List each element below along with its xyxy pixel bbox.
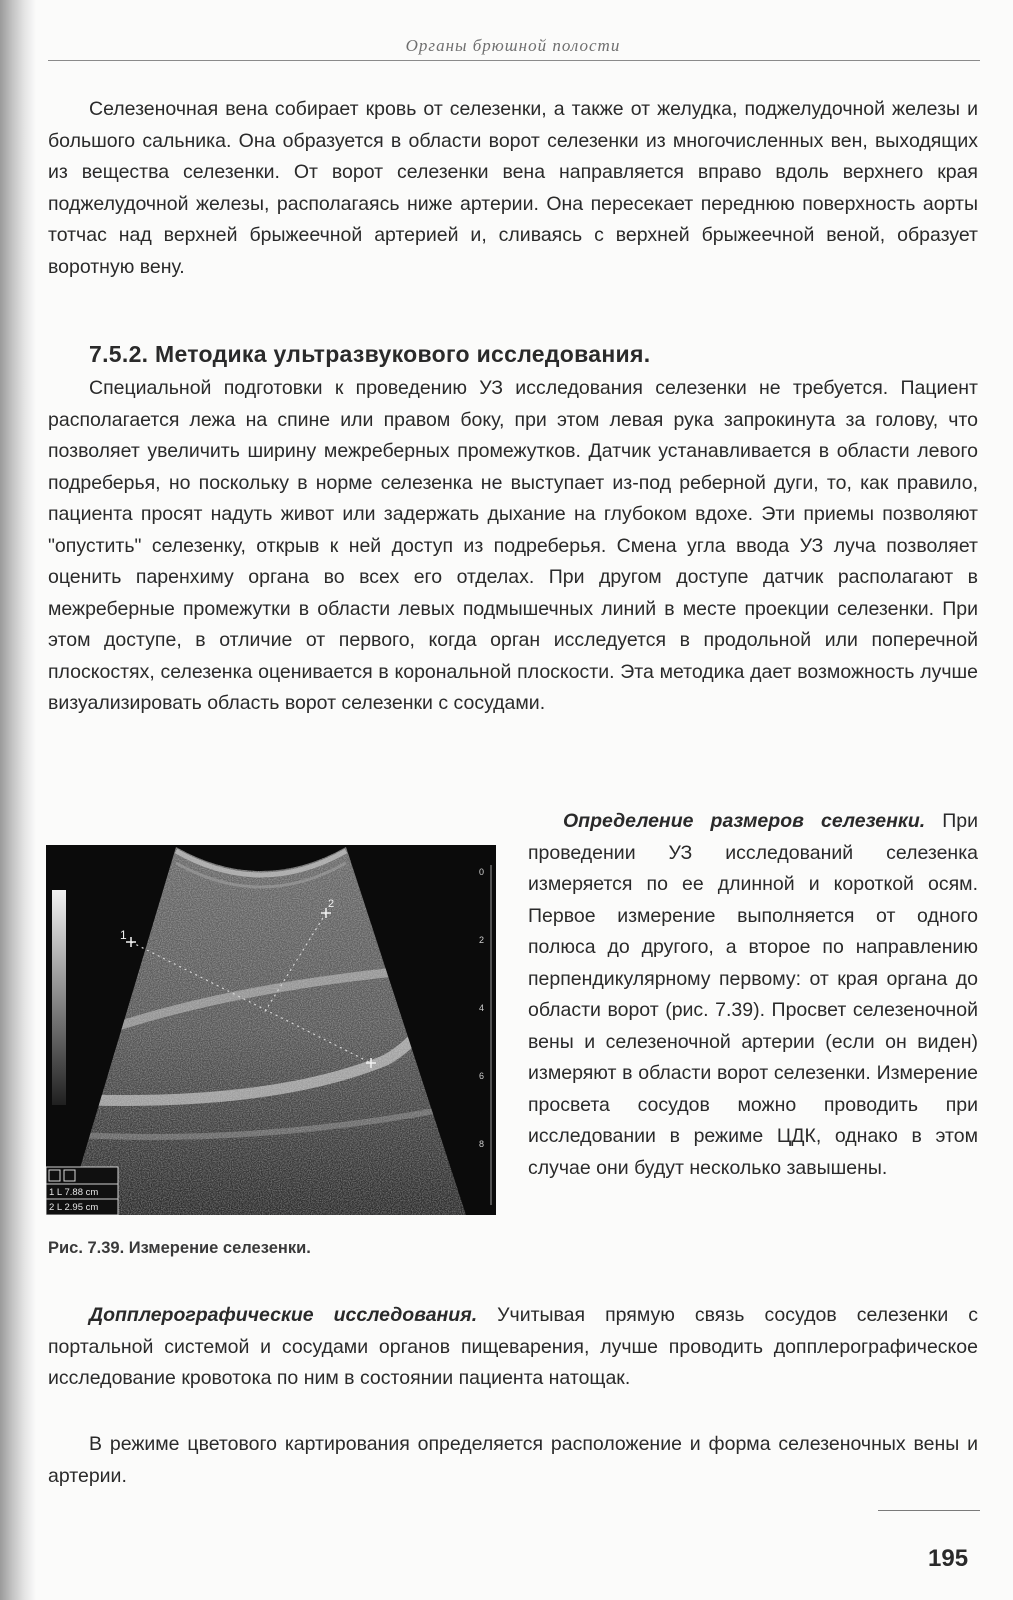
- paragraph-color-mapping: В режиме цветового картирования определяется расположение и форма селезеночных вены и артерии.: [48, 1433, 978, 1487]
- measurement-1: 1 L 7.88 cm: [49, 1187, 99, 1198]
- figure-caption: Рис. 7.39. Измерение селезенки.: [48, 1239, 311, 1257]
- run-in-heading: Допплерографические исследования.: [89, 1304, 478, 1326]
- section-heading: 7.5.2. Методика ультразвукового исследования.: [89, 341, 651, 367]
- measurement-2: 2 L 2.95 cm: [49, 1202, 99, 1213]
- paragraph-methodology: Специальной подготовки к проведению УЗ исследования селезенки не требуется. Пациент располагается лежа на спине или правом боку, при этом левая рука запрокинута за голову, что позволяет увеличить ширину межреберных промежутков. Датчик устанавливается в области левого подреберья, но поскольку в норме селезенка не выступает из-под реберной дуги, то, как правило, пациента просят надуть живот или задержать дыхание на глубоком вдохе. Эти приемы позволяют "опустить" селезенку, открыв к ней доступ из подреберья. Смена угла ввода УЗ луча позволяет оценить паренхиму органа во всех его отделах. При другом доступе датчик располагают в межреберные промежутки в области левых подмышечных линий в месте проекции селезенки. При этом доступе, в отличие от первого, когда орган исследуется в продольной или поперечной плоскостях, селезенка оценивается в корональной плоскости. Эта методика дает возможность лучше визуализировать область ворот селезенки с сосудами.: [48, 377, 978, 714]
- paragraph-doppler: [48, 1300, 978, 1395]
- page-number-rule: [878, 1510, 980, 1511]
- caliper-label-1: 1: [120, 928, 127, 942]
- paragraph-splenic-vein: Селезеночная вена собирает кровь от селезенки, а также от желудка, поджелудочной железы и большого сальника. Она образуется в области ворот селезенки из многочисленных вен, выходящих из вещества селезенки. От ворот селезенки вена направляется вправо вдоль верхнего края поджелудочной железы, располагаясь ниже артерии. Она пересекает переднюю поверхность аорты тотчас над верхней брыжеечной артерией и, сливаясь с верхней брыжеечной веной, образует воротную вену.: [48, 98, 978, 278]
- book-spine-shadow: [0, 0, 36, 1600]
- paragraph-text: При проведении УЗ исследований селезенка измеряется по ее длинной и короткой осям. Первое измерение выполняется от одного полюса до другого, а второе по направлению перпендикулярному первому: от края органа до области ворот (рис. 7.39). Просвет селезеночной вены и селезеночной артерии (если он виден) измеряют в области ворот селезенки. Измерение просвета сосудов можно проводить при исследовании в режиме ЦДК, однако в этом случае они будут несколько завышены.: [528, 810, 979, 1179]
- header-rule: [48, 60, 980, 61]
- running-header: Органы брюшной полости: [405, 36, 621, 55]
- depth-tick-label: 0: [479, 867, 485, 877]
- caliper-label-2: 2: [328, 898, 335, 910]
- depth-scale: [479, 867, 484, 1149]
- measurement-panel: [46, 1167, 118, 1215]
- scan-sector: [46, 845, 496, 1215]
- depth-tick-label: 8: [479, 1139, 485, 1149]
- run-in-heading: Определение размеров селезенки.: [563, 810, 926, 832]
- depth-tick-label: 4: [479, 1003, 485, 1013]
- depth-tick-label: 2: [479, 935, 485, 945]
- grayscale-bar: [52, 890, 66, 1105]
- paragraph-spleen-size: [528, 806, 978, 1184]
- ultrasound-figure: [46, 845, 496, 1215]
- page-number: 195: [928, 1545, 969, 1572]
- paragraph-text: Учитывая прямую связь сосудов селезенки с портальной системой и сосудами органов пищеварения, лучше проводить допплерографическое исследование кровотока по ним в состоянии пациента натощак.: [48, 1304, 978, 1389]
- depth-tick-label: 6: [479, 1071, 485, 1081]
- ultrasound-image: [46, 845, 496, 1215]
